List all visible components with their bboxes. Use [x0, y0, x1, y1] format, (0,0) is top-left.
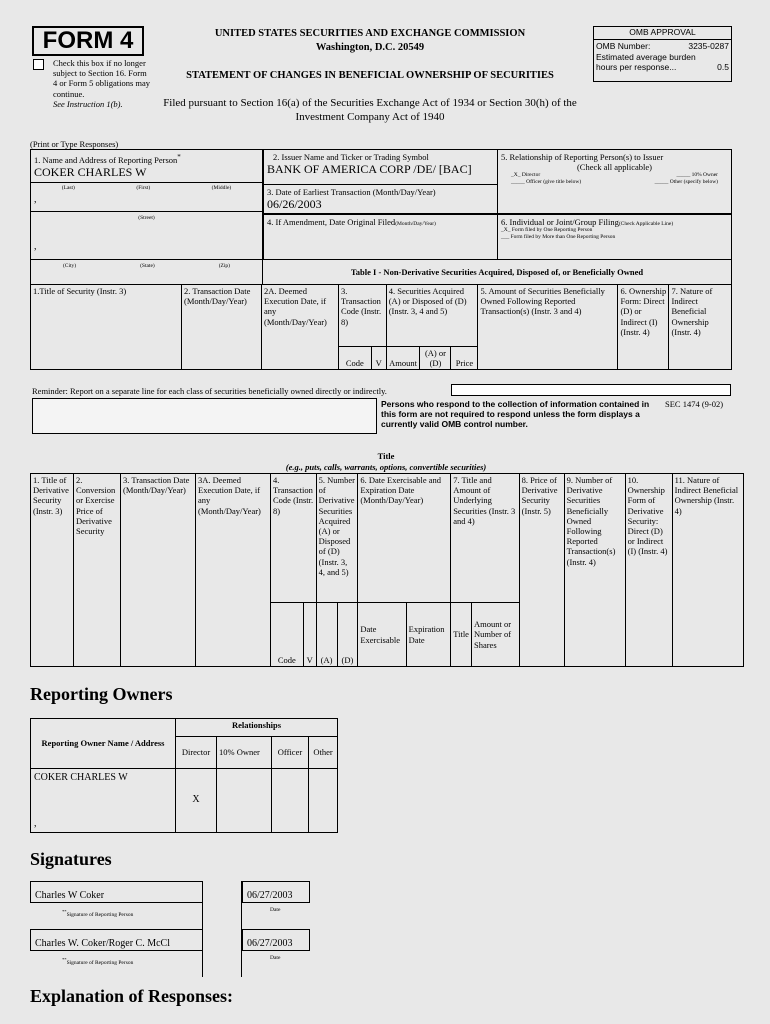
form-title-box: [32, 26, 144, 56]
see-instruction: See Instruction 1(b).: [53, 98, 123, 109]
signature-row-2: [30, 929, 310, 974]
t2-amount-shares: Amount or Number of Shares: [471, 603, 519, 667]
signature-2-date-caption: Date: [270, 955, 281, 961]
rel-officer: _____ Officer (give title below): [511, 178, 582, 185]
earliest-date-box: [263, 184, 498, 214]
relationship-sub: (Check all applicable): [576, 162, 653, 173]
no-longer-subject-checkbox[interactable]: [33, 59, 44, 70]
t1-amount: Amount: [386, 347, 420, 370]
t2-c3a: 3A. Deemed Execution Date, if any (Month/Day/Year): [196, 474, 271, 667]
city-state-zip-row: [30, 259, 263, 285]
signature-1-caption: **Signature of Reporting Person: [62, 909, 134, 918]
reporter-comma-2: ,: [34, 240, 37, 252]
omb-burden-label: Estimated average burden: [596, 52, 696, 63]
middle-label: (Middle): [211, 185, 232, 192]
reminder-text: Reminder: Report on a separate line for each class of securities beneficially owned directly or indirectly.: [32, 386, 387, 396]
earliest-date-label: 3. Date of Earliest Transaction (Month/Day/Year): [267, 187, 436, 197]
amendment-sub: (Month/Day/Year): [395, 221, 436, 227]
form-title: FORM 4: [42, 27, 134, 54]
omb-number-value: 3235-0287: [688, 41, 729, 51]
owners-table: [30, 718, 338, 833]
t2-c1: 1. Title of Derivative Security (Instr. 3): [31, 474, 74, 667]
table2-subtitle: (e.g., puts, calls, warrants, options, convertible securities): [285, 462, 487, 472]
table1: [30, 284, 732, 370]
street-label: (Street): [31, 211, 262, 241]
filed-pursuant: Filed pursuant to Section 16(a) of the Securities Exchange Act of 1934 or Section 30(h) of the Investment Company Act of 1940: [163, 97, 577, 123]
t2-v: V: [303, 603, 316, 667]
signature-2-date-field: [242, 929, 310, 951]
rel-owner10: _____ 10% Owner: [676, 172, 718, 179]
owners-row: [31, 769, 338, 833]
t2-d: (D): [337, 603, 358, 667]
last-label: (Last): [61, 185, 75, 192]
city-label: (City): [62, 263, 77, 269]
relationship-label: 5. Relationship of Reporting Person(s) to Issuer: [501, 152, 664, 162]
t2-exp: Expiration Date: [406, 603, 451, 667]
agency-name: UNITED STATES SECURITIES AND EXCHANGE COMMISSION: [214, 28, 526, 39]
t1-col4: 4. Securities Acquired (A) or Disposed of (D) (Instr. 3, 4 and 5): [386, 285, 478, 347]
table1-title: Table I - Non-Derivative Securities Acquired, Disposed of, or Beneficially Owned: [262, 259, 732, 285]
explanation-heading: Explanation of Responses:: [30, 986, 234, 1006]
owners-row-owner10: [217, 769, 272, 833]
table2: [30, 473, 744, 667]
owners-row-officer: [272, 769, 309, 833]
owners-row-other: [309, 769, 338, 833]
statement-title: STATEMENT OF CHANGES IN BENEFICIAL OWNERSHIP OF SECURITIES: [186, 70, 554, 81]
t2-c5: 5. Number of Derivative Securities Acquired (A) or Disposed of (D) (Instr. 3, 4, and 5): [316, 474, 358, 603]
owners-other: Other: [309, 737, 338, 769]
persons-notice: Persons who respond to the collection of information contained in this form are not required to respond unless the form displays a currently valid OMB control number.: [381, 399, 650, 430]
sec-code: SEC 1474 (9-02): [665, 399, 724, 409]
omb-number-label: OMB Number:: [596, 41, 651, 51]
omb-hours-value: 0.5: [717, 62, 729, 73]
t1-col5: 5. Amount of Securities Beneficially Owned Following Reported Transaction(s) (Instr. 3 and 4): [478, 285, 618, 370]
t1-col2a: 2A. Deemed Execution Date, if any (Month/Day/Year): [262, 285, 339, 370]
signature-row-1: [30, 881, 310, 926]
t2-title: Title: [451, 603, 472, 667]
t2-c2: 2. Conversion or Exercise Price of Derivative Security: [74, 474, 121, 667]
t1-code: Code: [339, 347, 372, 370]
signature-2-date: 06/27/2003: [247, 938, 293, 949]
t2-c10: 10. Ownership Form of Derivative Security: Direct (D) or Indirect (I) (Instr. 4): [625, 474, 672, 667]
owners-row-comma: ,: [34, 817, 37, 829]
t2-c3: 3. Transaction Date (Month/Day/Year): [121, 474, 196, 667]
t1-v: V: [371, 347, 386, 370]
rel-other: _____ Other (specify below): [654, 178, 718, 185]
owners-owner10: 10% Owner: [217, 737, 272, 769]
issuer-value: BANK OF AMERICA CORP /DE/ [BAC]: [267, 162, 472, 177]
issuer-box: [263, 149, 498, 185]
filing-one: _X_ Form filed by One Reporting Person: [501, 227, 593, 234]
reminder-blank: [451, 384, 731, 396]
filing-more: ___ Form filed by More than One Reporting Person: [501, 233, 616, 240]
first-label: (First): [136, 185, 151, 192]
print-type: (Print or Type Responses): [30, 139, 119, 149]
owners-director: Director: [176, 737, 217, 769]
t1-col6: 6. Ownership Form: Direct (D) or Indirect (I) (Instr. 4): [618, 285, 669, 370]
amendment-box: [263, 214, 498, 260]
issuer-label: 2. Issuer Name and Ticker or Trading Symbol: [273, 152, 429, 162]
owners-officer: Officer: [272, 737, 309, 769]
agency-location: Washington, D.C. 20549: [315, 42, 425, 53]
omb-hours-label: hours per response...: [596, 62, 677, 73]
signature-1-name: Charles W Coker: [35, 890, 105, 901]
t2-code: Code: [271, 603, 304, 667]
t1-col1: 1.Title of Security (Instr. 3): [31, 285, 182, 370]
owners-row-name: COKER CHARLES W: [34, 772, 128, 783]
t1-col7: 7. Nature of Indirect Beneficial Ownership (Instr. 4): [669, 285, 732, 370]
signature-2-caption: **Signature of Reporting Person: [62, 957, 134, 966]
notice-blank-box: [32, 398, 377, 434]
t1-col2: 2. Transaction Date (Month/Day/Year): [182, 285, 262, 370]
owners-row-director: X: [176, 769, 217, 833]
reporter-label: 1. Name and Address of Reporting Person*: [34, 153, 181, 165]
t2-a: (A): [316, 603, 337, 667]
reporter-box: [30, 149, 263, 260]
checkbox-text: Check this box if no longer subject to Section 16. Form 4 or Form 5 obligations may continue.: [53, 58, 151, 99]
t2-date-ex: Date Exercisable: [358, 603, 406, 667]
t2-c8: 8. Price of Derivative Security (Instr. 5): [519, 474, 564, 667]
reporter-name: COKER CHARLES W: [34, 165, 147, 180]
table2-title: Title: [377, 451, 395, 461]
filing-sub: (Check Applicable Line): [618, 221, 674, 227]
signatures-heading: Signatures: [30, 849, 112, 869]
state-label: (State): [140, 263, 155, 269]
signature-1-date: 06/27/2003: [247, 890, 293, 901]
signature-1-field: [30, 881, 203, 903]
t2-c11: 11. Nature of Indirect Beneficial Ownership (Instr. 4): [672, 474, 743, 667]
reporter-comma-1: ,: [34, 194, 37, 206]
signature-1-date-field: [242, 881, 310, 903]
filing-box: [497, 214, 732, 260]
signature-2-name: Charles W. Coker/Roger C. McCl: [35, 938, 170, 949]
t2-c7: 7. Title and Amount of Underlying Securities (Instr. 3 and 4): [451, 474, 519, 603]
omb-approval-box: [593, 26, 732, 82]
t2-c9: 9. Number of Derivative Securities Beneficially Owned Following Reported Transaction(s) (Instr. 4): [564, 474, 625, 667]
signature-2-field: [30, 929, 203, 951]
t2-c6: 6. Date Exercisable and Expiration Date (Month/Day/Year): [358, 474, 451, 603]
amendment-label: 4. If Amendment, Date Original Filed: [267, 217, 396, 227]
relationship-box: [497, 149, 732, 214]
t1-price: Price: [451, 347, 478, 370]
zip-label: (Zip): [218, 263, 230, 269]
t1-col3: 3. Transaction Code (Instr. 8): [339, 285, 387, 347]
signature-1-date-caption: Date: [270, 907, 281, 913]
owners-name-header: Reporting Owner Name / Address: [31, 719, 176, 769]
omb-title: OMB APPROVAL: [594, 27, 731, 40]
owners-heading: Reporting Owners: [30, 684, 173, 704]
no-longer-subject-block: [33, 58, 151, 109]
earliest-date-value: 06/26/2003: [267, 197, 322, 212]
t1-aord: (A) or (D): [420, 347, 451, 370]
owners-relationships: Relationships: [176, 719, 338, 737]
filing-label: 6. Individual or Joint/Group Filing: [501, 217, 619, 227]
t2-c4: 4. Transaction Code (Instr. 8): [271, 474, 317, 603]
rel-director: _X_ Director: [511, 172, 541, 179]
